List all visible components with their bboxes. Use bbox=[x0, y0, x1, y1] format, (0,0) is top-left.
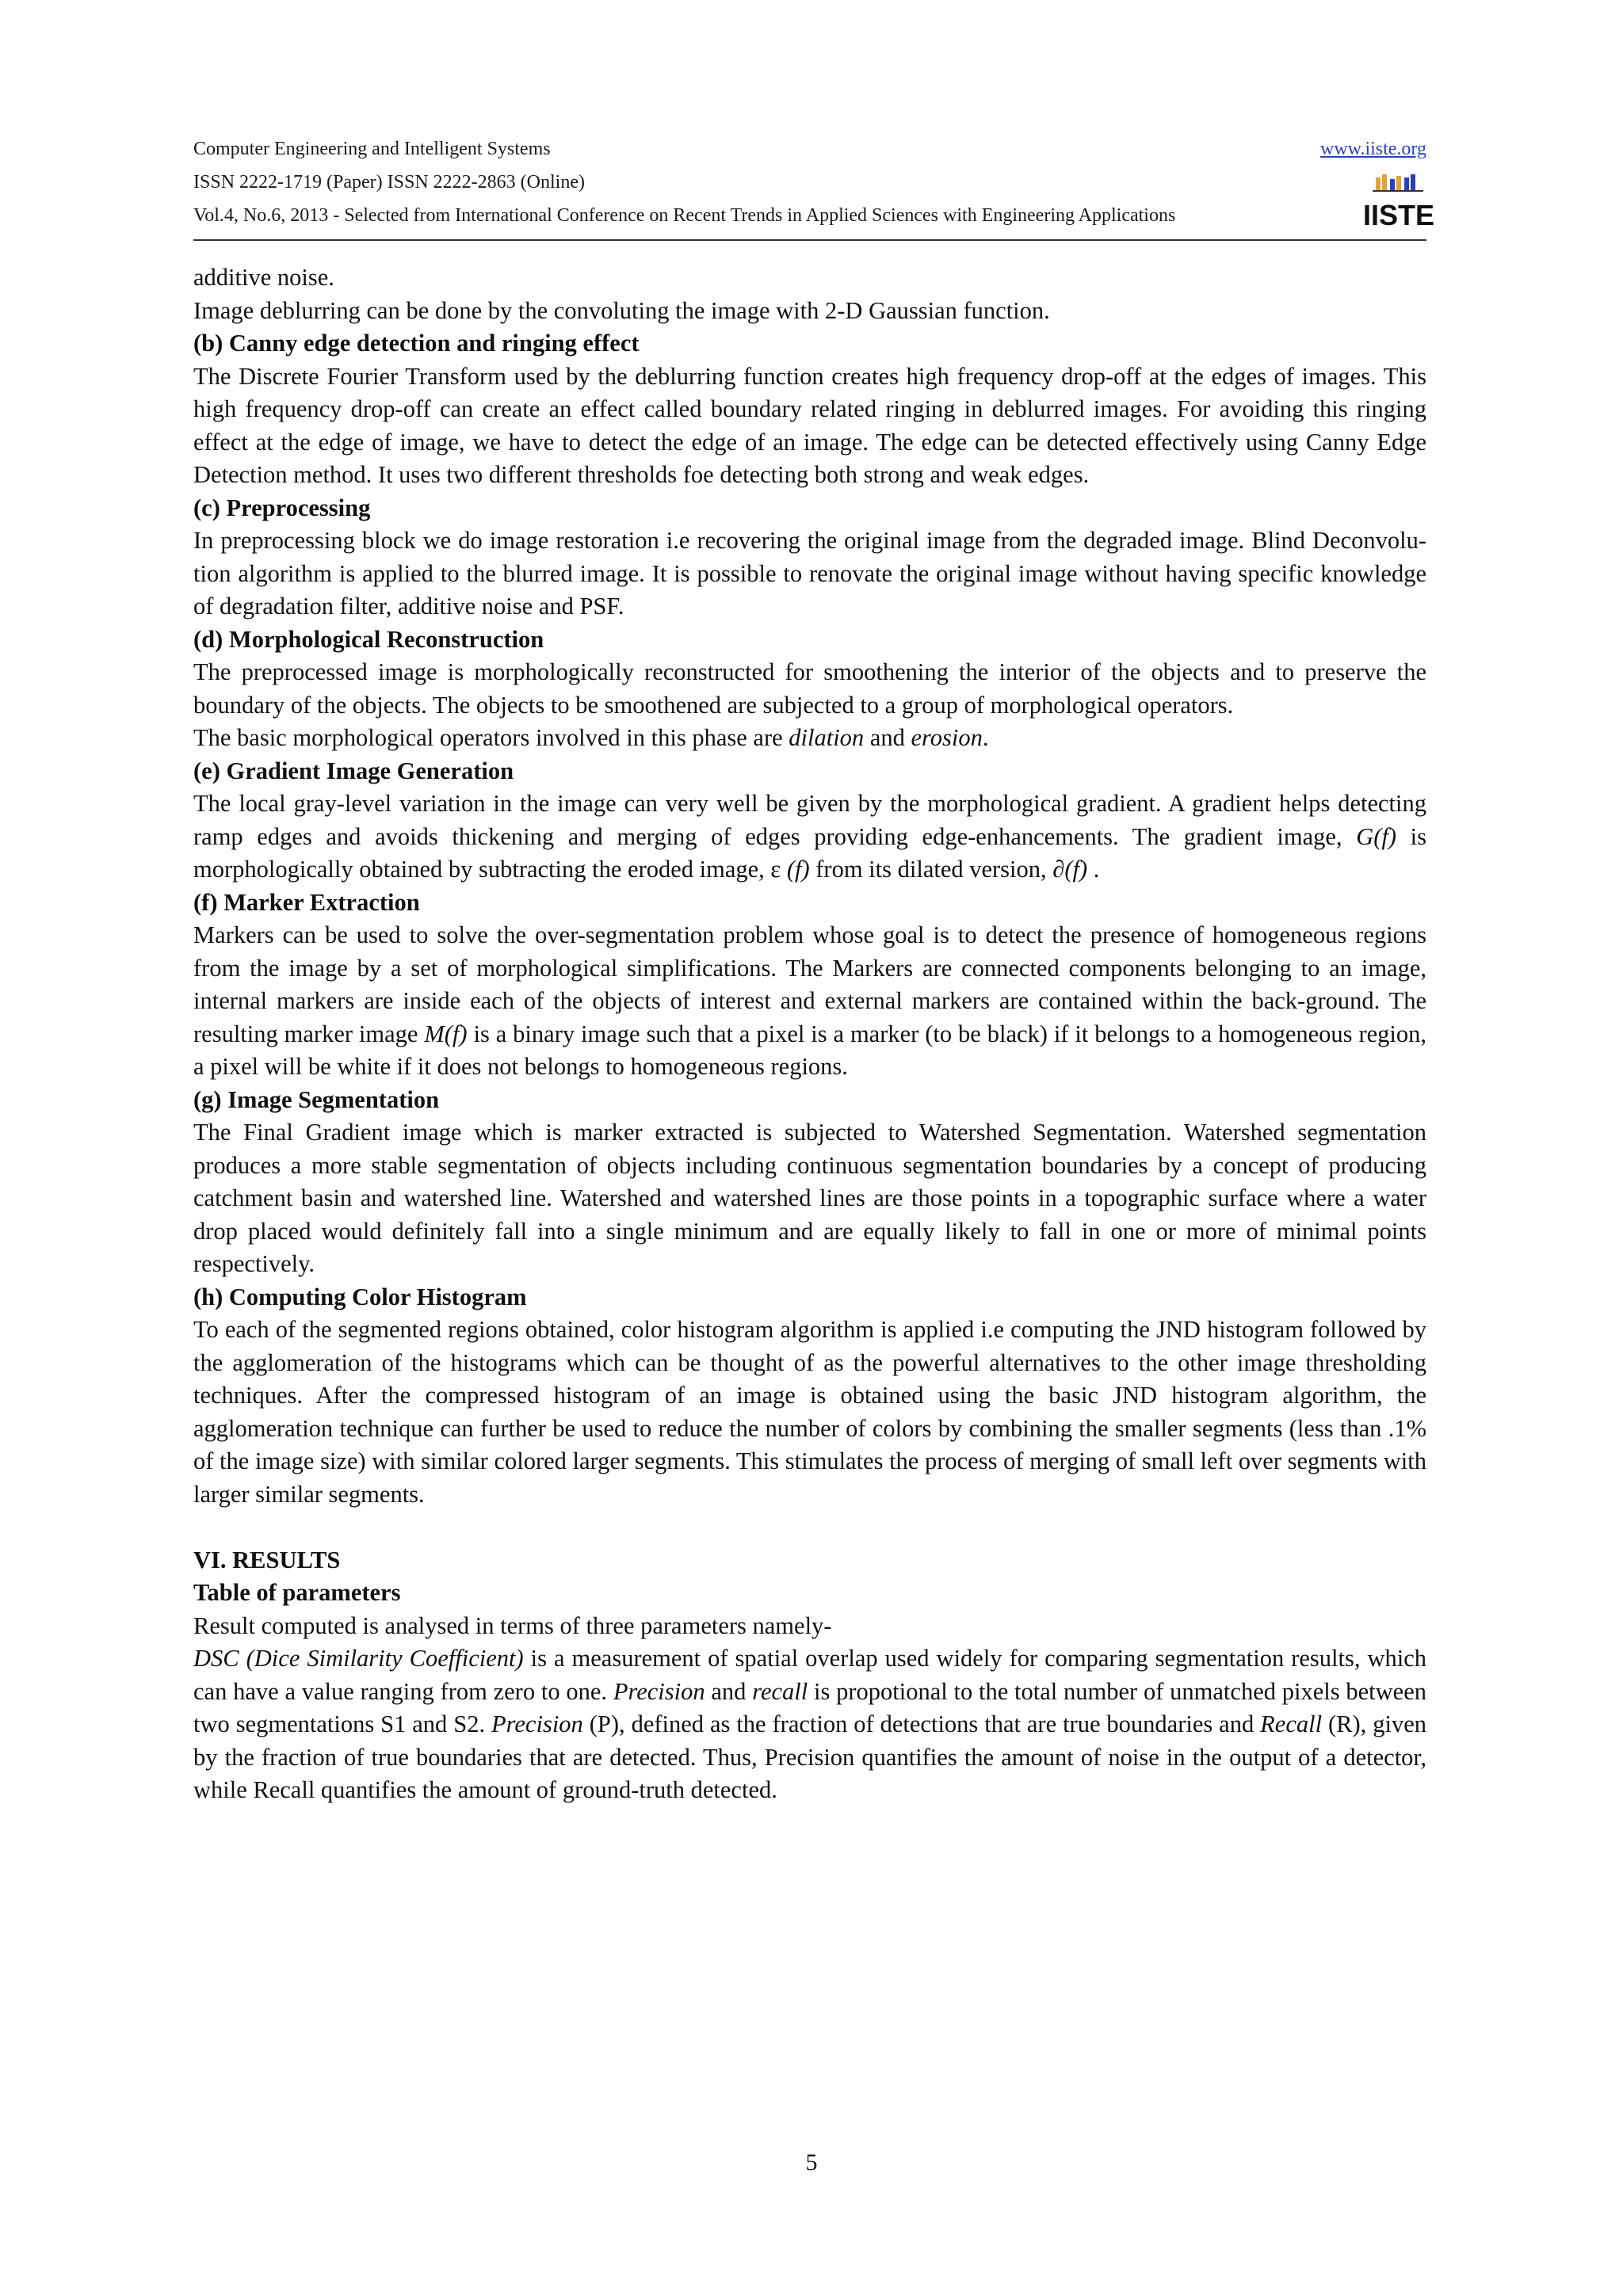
iiste-logo bbox=[1362, 173, 1435, 233]
term-dilation: dilation bbox=[789, 724, 865, 751]
paragraph-gradient-image bbox=[193, 788, 1426, 887]
text-run: and bbox=[864, 724, 911, 751]
paragraph-results-intro: Result computed is analysed in terms of three parameters namely- bbox=[193, 1611, 832, 1639]
heading-results: VI. RESULTS bbox=[193, 1546, 341, 1573]
volume-line: Vol.4, No.6, 2013 - Selected from International Conference on Recent Trends in Applied Sciences with Engineering Applications bbox=[193, 205, 1176, 226]
term-recall: Recall bbox=[1260, 1711, 1323, 1737]
math-gradient: G(f) bbox=[1356, 822, 1397, 850]
article-body bbox=[193, 261, 1426, 1807]
term-recall: recall bbox=[752, 1677, 808, 1705]
paragraph-canny: The Discrete Fourier Transform used by the deblurring function creates high frequency drop-off at the edges of images. This high frequency drop-off can create an effect called boundary related ringing in deblurred images. For avoiding this ringing effect at the edge of image, we have to detect the edge of an image. The edge can be detected effectively using Canny Edge Detection method. It uses two different thresholds foe detecting both strong and weak edges. bbox=[193, 362, 1426, 488]
paragraph-dsc bbox=[193, 1642, 1426, 1807]
math-eroded: (f) bbox=[786, 856, 810, 883]
term-precision: Precision bbox=[613, 1677, 705, 1705]
text-run: is morphologically obtained by subtracting the eroded image, ε bbox=[193, 822, 1427, 883]
paragraph-image-segmentation: The Final Gradient image which is marker extracted is subjected to Watershed Segmentation. Watershed segmentation produces a more stable segmentation of objects including continuous segmentation boundaries by a concept of producing catchment basin and watershed line. Watershed and watershed lines are those points in a topographic surface where a water drop placed would definitely fall into a single minimum and are equally likely to fall in one or more of minimal points respectively. bbox=[193, 1119, 1426, 1277]
heading-canny: (b) Canny edge detection and ringing effect bbox=[193, 330, 640, 357]
heading-gradient-image: (e) Gradient Image Generation bbox=[193, 757, 514, 784]
text-run: from its dilated version, bbox=[809, 856, 1053, 883]
text-run: is a measurement of spatial overlap used widely for comparing segmentation results, which can have a value ranging from zero to one. bbox=[193, 1645, 1426, 1705]
logo-lettering: IISTE bbox=[1362, 199, 1435, 231]
math-dilated: ∂(f) bbox=[1052, 856, 1088, 883]
paragraph-morphological-reconstruction: The preprocessed image is morphologically reconstructed for smoothening the interior of the objects and to preserve the boundary of the objects. The objects to be smoothened are subjected to a group of morphological operators. bbox=[193, 658, 1426, 719]
section-gap bbox=[193, 1511, 1426, 1544]
text-run: (P), defined as the fraction of detections that are true boundaries and bbox=[582, 1711, 1261, 1737]
paragraph-color-histogram: To each of the segmented regions obtained, color histogram algorithm is applied i.e computing the JND histogram followed by the agglomeration of the histograms which can be thought of as the powerful alternatives to the other image thresholding techniques. After the compressed histogram of an image is obtained using the basic JND histogram algorithm, the agglomeration technique can further be used to reduce the number of colors by combining the smaller segments (less than .1% of the image size) with similar colored larger segments. This stimulates the process of merging of small left over segments with larger similar segments. bbox=[193, 1316, 1426, 1508]
paragraph-marker-extraction bbox=[193, 919, 1426, 1084]
header-divider bbox=[193, 239, 1426, 241]
journal-name: Computer Engineering and Intelligent Systems bbox=[193, 139, 551, 159]
heading-marker-extraction: (f) Marker Extraction bbox=[193, 888, 420, 916]
heading-preprocessing: (c) Preprocessing bbox=[193, 494, 371, 521]
text-run: is a binary image such that a pixel is a marker (to be black) if it belongs to a homogeneous region, a pixel will be white if it does not belongs to homogeneous regions. bbox=[193, 1020, 1426, 1080]
page-number: 5 bbox=[805, 2149, 818, 2176]
text-run: is propotional to the total number of unmatched pixels between two segmentations S1 and S2. bbox=[193, 1677, 1427, 1737]
text-run: . bbox=[982, 724, 989, 751]
text-run: (R), given by the fraction of true boundaries that are detected. Thus, Precision quantifies the amount of noise in the output of a detector, while Recall quantifies the amount of ground-truth detected. bbox=[193, 1711, 1426, 1803]
paragraph-preprocessing: In preprocessing block we do image restoration i.e recovering the original image from the degraded image. Blind Deconvolu-tion algorithm is applied to the blurred image. It is possible to renovate the original image without having specific knowledge of degradation filter, additive noise and PSF. bbox=[193, 527, 1426, 620]
paragraph-deblurring: Image deblurring can be done by the convoluting the image with 2-D Gaussian function. bbox=[193, 296, 1050, 324]
text-run: The local gray-level variation in the image can very well be given by the morphological gradient. A gradient helps detecting ramp edges and avoids thickening and merging of edges providing edge-enhancements. The gradient image, bbox=[193, 790, 1426, 850]
paragraph-morphological-operators bbox=[193, 722, 1426, 755]
text-run: Markers can be used to solve the over-segmentation problem whose goal is to detect the presence of homogeneous regions from the image by a set of morphological simplifications. The Markers are connected components belonging to an image, internal markers are inside each of the objects of interest and external markers are contained within the back-ground. The resulting marker image bbox=[193, 921, 1426, 1047]
term-precision: Precision bbox=[491, 1711, 583, 1737]
heading-table-of-parameters: Table of parameters bbox=[193, 1579, 401, 1606]
issn-line: ISSN 2222-1719 (Paper) ISSN 2222-2863 (Online) bbox=[193, 172, 585, 193]
text-run: and bbox=[705, 1677, 753, 1705]
page-header bbox=[193, 135, 1435, 238]
heading-color-histogram: (h) Computing Color Histogram bbox=[193, 1283, 527, 1310]
paragraph-additive-noise: additive noise. bbox=[193, 264, 334, 291]
heading-morphological-reconstruction: (d) Morphological Reconstruction bbox=[193, 625, 544, 653]
math-marker: M(f) bbox=[424, 1020, 468, 1047]
term-erosion: erosion bbox=[911, 724, 983, 751]
term-dsc: DSC (Dice Similarity Coefficient) bbox=[193, 1645, 524, 1672]
heading-image-segmentation: (g) Image Segmentation bbox=[193, 1085, 440, 1113]
text-run: . bbox=[1087, 856, 1100, 883]
text-run: The basic morphological operators involved in this phase are bbox=[193, 724, 789, 751]
website-link[interactable]: www.iiste.org bbox=[1320, 139, 1426, 159]
